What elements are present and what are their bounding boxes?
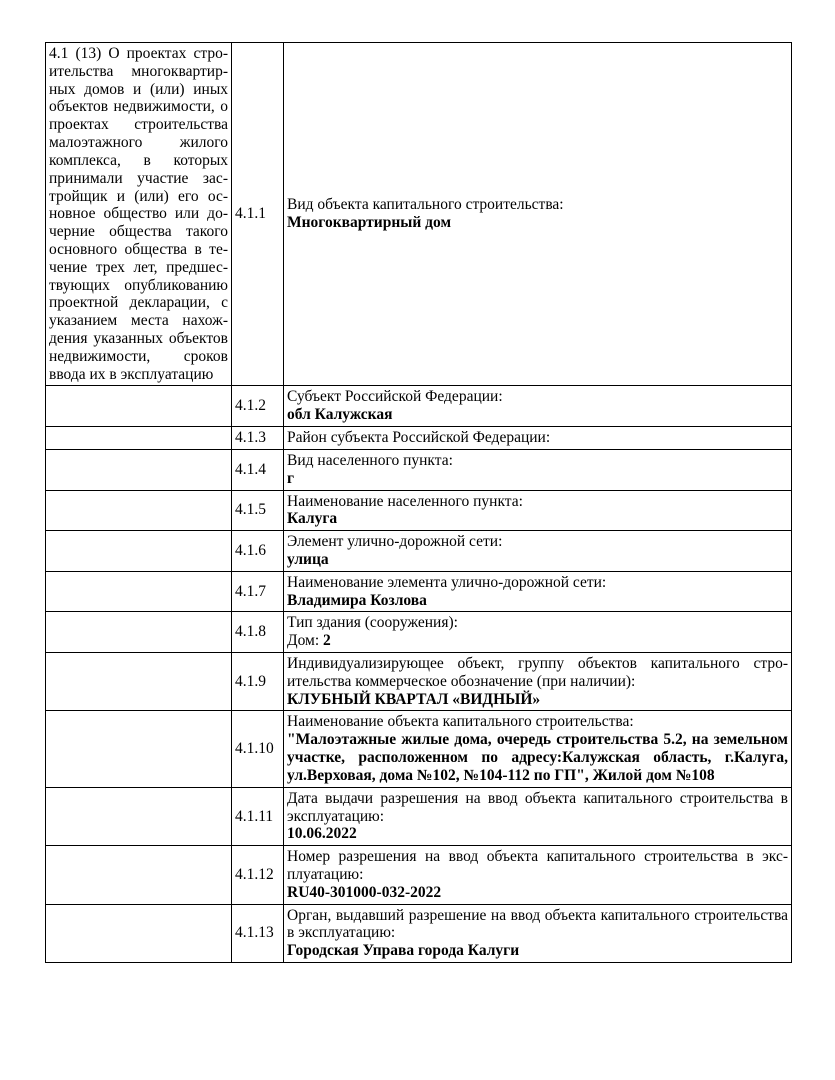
field-cell <box>284 653 792 711</box>
description-cell <box>46 449 232 490</box>
field-label: Наименование элемента улично-дорожной сети: <box>287 573 607 591</box>
table-row <box>46 904 792 962</box>
section-description: 4.1 (13) О проектах строительства многоквартирных домов и (или) иных объектов недвижимости, о проектах строительства малоэтажного жилого комплекса, в которых принимали участие застройщик и (или) его основное общество или дочерние общества такого основного общества в течение трех лет, предшествующих опубликованию проектной декларации, с указанием места нахождения указанных объектов недвижимости, сроков ввода их в эксплуатацию <box>49 45 228 383</box>
field-value-line <box>287 592 788 610</box>
description-cell <box>46 711 232 787</box>
field-value-line <box>287 731 788 784</box>
description-cell <box>46 571 232 612</box>
field-label: Индивидуализирующее объект, группу объектов капитального строительства коммерческое обозначение (при наличии): <box>287 655 788 690</box>
field-value: 2 <box>323 632 331 650</box>
description-cell <box>46 531 232 572</box>
row-number: 4.1.13 <box>232 904 284 962</box>
field-value: Калуга <box>287 510 338 528</box>
description-cell <box>46 787 232 845</box>
field-cell <box>284 427 792 450</box>
table-row <box>46 531 792 572</box>
field-cell <box>284 787 792 845</box>
field-label: Район субъекта Российской Федерации: <box>287 429 551 447</box>
row-number: 4.1.9 <box>232 653 284 711</box>
description-cell <box>46 427 232 450</box>
field-cell <box>284 43 792 386</box>
declaration-table-body <box>46 43 792 963</box>
field-value: КЛУБНЫЙ КВАРТАЛ «ВИДНЫЙ» <box>287 690 541 708</box>
field-cell <box>284 449 792 490</box>
field-cell <box>284 904 792 962</box>
field-cell <box>284 711 792 787</box>
field-label: Дата выдачи разрешения на ввод объекта капитального строительства в эксплуатацию: <box>287 789 788 825</box>
table-row <box>46 653 792 711</box>
row-number: 4.1.8 <box>232 612 284 653</box>
field-value: Владимира Козлова <box>287 591 427 609</box>
row-number: 4.1.3 <box>232 427 284 450</box>
declaration-table <box>45 42 792 963</box>
field-cell <box>284 490 792 531</box>
field-value-line <box>287 406 788 424</box>
field-value-line <box>287 510 788 528</box>
field-label: Вид населенного пункта: <box>287 451 453 469</box>
table-row <box>46 449 792 490</box>
field-label: Наименование объекта капитального строительства: <box>287 713 634 731</box>
field-value-line <box>287 214 788 232</box>
field-value-line <box>287 884 788 902</box>
field-value-line <box>287 470 788 488</box>
row-number: 4.1.11 <box>232 787 284 845</box>
field-cell <box>284 612 792 653</box>
row-number: 4.1.12 <box>232 846 284 904</box>
field-value: Городская Управа города Калуги <box>287 942 520 960</box>
field-cell <box>284 846 792 904</box>
table-row <box>46 571 792 612</box>
table-row <box>46 612 792 653</box>
field-value: 10.06.2022 <box>287 825 357 843</box>
field-label: Наименование населенного пункта: <box>287 492 523 510</box>
description-cell <box>46 653 232 711</box>
row-number: 4.1.4 <box>232 449 284 490</box>
field-value: Многоквартирный дом <box>287 214 452 232</box>
description-cell <box>46 490 232 531</box>
field-label: Элемент улично-дорожной сети: <box>287 533 503 551</box>
field-label: Субъект Российской Федерации: <box>287 388 503 406</box>
table-row <box>46 846 792 904</box>
field-label: Орган, выдавший разрешение на ввод объекта капитального строительства в эксплуатацию: <box>287 906 788 942</box>
field-value-prefix: Дом: <box>287 632 324 650</box>
description-cell <box>46 846 232 904</box>
field-value-line <box>287 691 788 709</box>
field-label: Тип здания (сооружения): <box>287 614 458 632</box>
field-value-line <box>287 551 788 569</box>
field-value-line <box>287 825 788 843</box>
field-value: г <box>287 469 295 487</box>
table-row <box>46 787 792 845</box>
field-cell <box>284 571 792 612</box>
field-label: Номер разрешения на ввод объекта капитального строительства в эксплуатацию: <box>287 848 788 883</box>
row-number: 4.1.2 <box>232 386 284 427</box>
description-cell <box>46 904 232 962</box>
row-number: 4.1.5 <box>232 490 284 531</box>
table-row <box>46 43 792 386</box>
table-row <box>46 711 792 787</box>
field-value-line <box>287 942 788 960</box>
table-row <box>46 386 792 427</box>
description-cell <box>46 386 232 427</box>
field-value: "Малоэтажные жилые дома, очередь строительства 5.2, на земельном участке, расположенном по адресу:Калужская область, г.Калуга, ул.Верховая, дома №102, №104-112 по ГП", Жилой дом №108 <box>287 731 788 784</box>
row-number: 4.1.7 <box>232 571 284 612</box>
field-cell <box>284 386 792 427</box>
field-value-line <box>287 632 788 650</box>
field-label: Вид объекта капитального строительства: <box>287 196 564 214</box>
table-row <box>46 427 792 450</box>
row-number: 4.1.1 <box>232 43 284 386</box>
field-value: улица <box>287 550 329 568</box>
row-number: 4.1.10 <box>232 711 284 787</box>
description-cell <box>46 43 232 386</box>
table-row <box>46 490 792 531</box>
field-value: RU40-301000-032-2022 <box>287 883 442 901</box>
field-value: обл Калужская <box>287 406 393 424</box>
description-cell <box>46 612 232 653</box>
row-number: 4.1.6 <box>232 531 284 572</box>
field-cell <box>284 531 792 572</box>
